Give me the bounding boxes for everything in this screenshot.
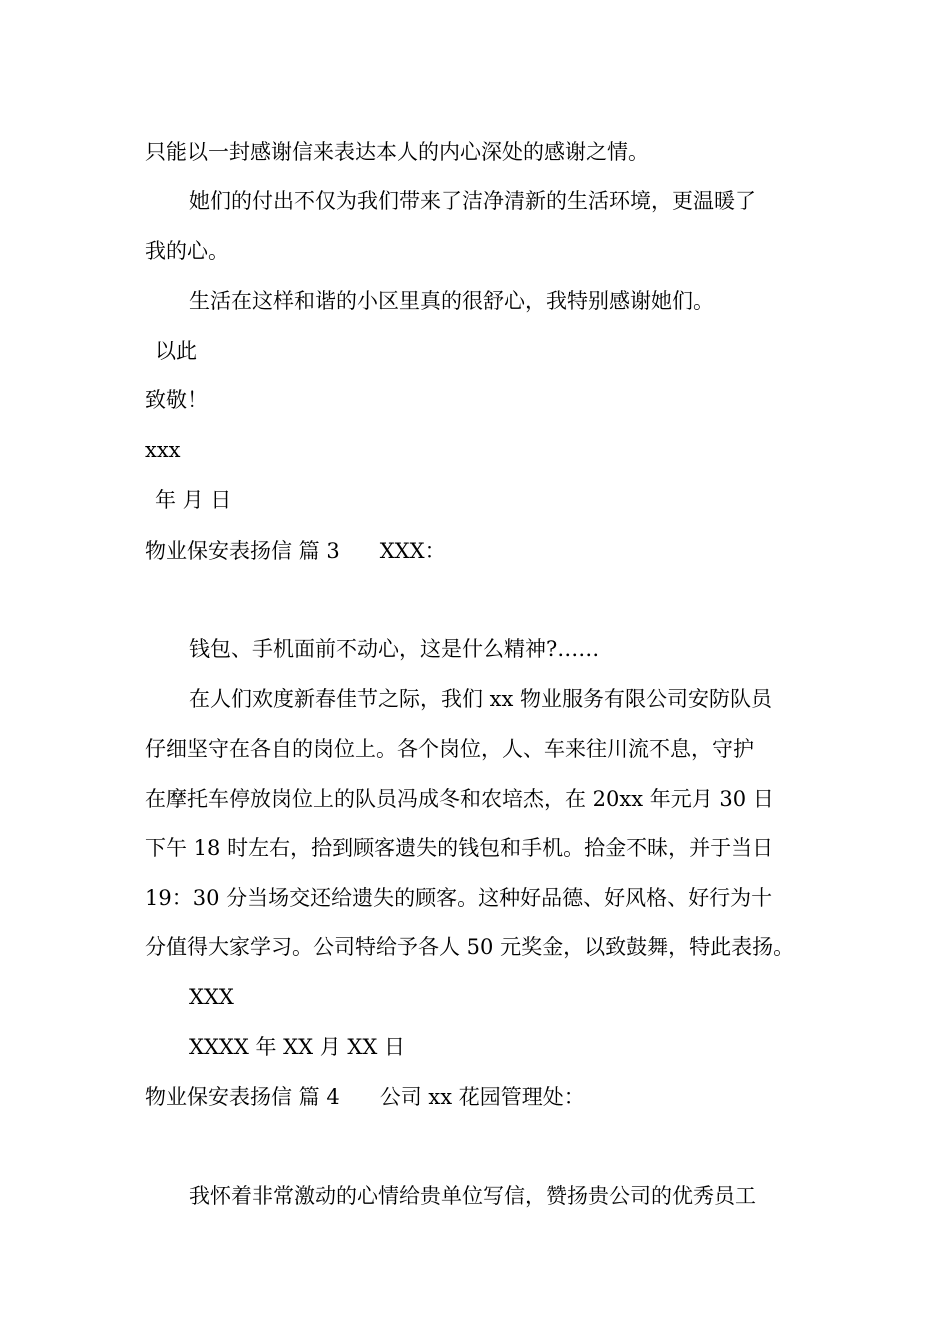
- paragraph-line: 生活在这样和谐的小区里真的很舒心，我特别感谢她们。: [189, 289, 714, 313]
- closing-phrase: 以此: [155, 339, 197, 363]
- paragraph-line: 只能以一封感谢信来表达本人的内心深处的感谢之情。: [145, 140, 649, 164]
- paragraph-line: 仔细坚守在各自的岗位上。各个岗位，人、车来往川流不息，守护: [145, 737, 754, 761]
- paragraph-line: 钱包、手机面前不动心，这是什么精神?……: [189, 637, 600, 661]
- signature: xxx: [145, 438, 181, 462]
- date-line: 年 月 日: [155, 488, 232, 512]
- paragraph-line: 在摩托车停放岗位上的队员冯成冬和农培杰，在 20xx 年元月 30 日: [145, 787, 774, 811]
- section-title: 物业保安表扬信 篇 4: [145, 1085, 340, 1109]
- paragraph-line: 下午 18 时左右，拾到顾客遗失的钱包和手机。拾金不昧，并于当日: [145, 836, 774, 860]
- section-heading-3: [145, 536, 446, 566]
- signature: XXX: [189, 985, 234, 1009]
- section-title: 物业保安表扬信 篇 3: [145, 539, 340, 563]
- paragraph-line: 她们的付出不仅为我们带来了洁净清新的生活环境，更温暖了: [189, 189, 756, 213]
- date-line: XXXX 年 XX 月 XX 日: [189, 1035, 405, 1059]
- paragraph-line: 分值得大家学习。公司特给予各人 50 元奖金，以致鼓舞，特此表扬。: [145, 935, 795, 959]
- paragraph-line: 我怀着非常激动的心情给贵单位写信，赞扬贵公司的优秀员工: [189, 1184, 756, 1208]
- section-heading-4: [145, 1082, 585, 1112]
- salutation: XXX：: [379, 539, 446, 563]
- closing-salute: 致敬！: [145, 388, 208, 412]
- paragraph-line: 19：30 分当场交还给遗失的顾客。这种好品德、好风格、好行为十: [145, 886, 773, 910]
- salutation: 公司 xx 花园管理处：: [379, 1085, 585, 1109]
- paragraph-line: 我的心。: [145, 239, 229, 263]
- paragraph-line: 在人们欢度新春佳节之际，我们 xx 物业服务有限公司安防队员: [189, 687, 773, 711]
